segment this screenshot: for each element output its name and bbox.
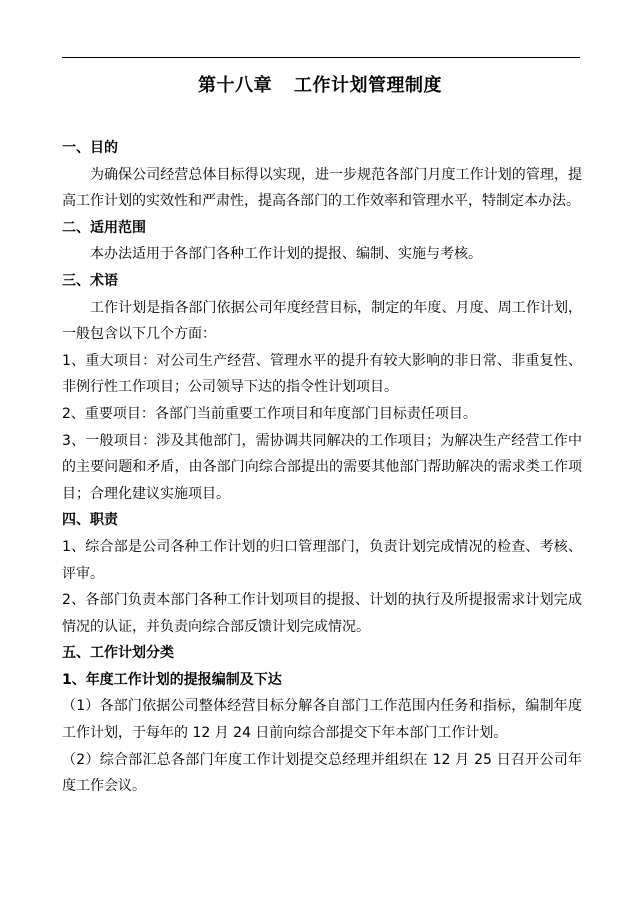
chapter-name: 工作计划管理制度 — [294, 75, 442, 96]
annual-plan-item: （2）综合部汇总各部门年度工作计划提交总经理并组织在 12 月 25 日召开公司年度工作会议。 — [62, 751, 582, 795]
terms-item: 2、重要项目：各部门当前重要工作项目和年度部门目标责任项目。 — [62, 405, 477, 422]
duties-item: 2、各部门负责本部门各种工作计划项目的提报、计划的执行及所提报需求计划完成情况的认证，并负责向综合部反馈计划完成情况。 — [62, 592, 582, 635]
terms-item: 3、一般项目：涉及其他部门，需协调共同解决的工作项目；为解决生产经营工作中的主要问题和矛盾，由各部门向综合部提出的需要其他部门帮助解决的需求类工作项目；合理化建议实施项目。 — [62, 432, 582, 502]
document-body — [62, 135, 582, 800]
section-heading-duties: 四、职责 — [62, 512, 118, 529]
terms-paragraph: 工作计划是指各部门依据公司年度经营目标，制定的年度、月度、周工作计划，一般包含以下几个方面： — [62, 299, 582, 343]
section-heading-classification: 五、工作计划分类 — [62, 645, 174, 662]
chapter-title — [0, 74, 640, 98]
header-rule — [62, 57, 580, 58]
purpose-paragraph: 为确保公司经营总体目标得以实现，进一步规范各部门月度工作计划的管理，提高工作计划的实效性和严肃性，提高各部门的工作效率和管理水平，特制定本办法。 — [62, 166, 582, 210]
duties-item: 1、综合部是公司各种工作计划的归口管理部门，负责计划完成情况的检查、考核、评审。 — [62, 538, 582, 582]
scope-paragraph: 本办法适用于各部门各种工作计划的提报、编制、实施与考核。 — [90, 246, 482, 263]
section-heading-scope: 二、适用范围 — [62, 219, 146, 236]
annual-plan-item: （1）各部门依据公司整体经营目标分解各自部门工作范围内任务和指标，编制年度工作计划，于每年的 12 月 24 日前向综合部提交下年本部门工作计划。 — [62, 698, 582, 742]
chapter-number: 第十八章 — [198, 75, 272, 96]
section-heading-purpose: 一、目的 — [62, 140, 118, 156]
subsection-heading-annual-plan: 1、年度工作计划的提报编制及下达 — [62, 671, 282, 688]
terms-item: 1、重大项目：对公司生产经营、管理水平的提升有较大影响的非日常、非重复性、非例行性工作项目；公司领导下达的指令性计划项目。 — [62, 352, 582, 396]
section-heading-terms: 三、术语 — [62, 272, 118, 289]
